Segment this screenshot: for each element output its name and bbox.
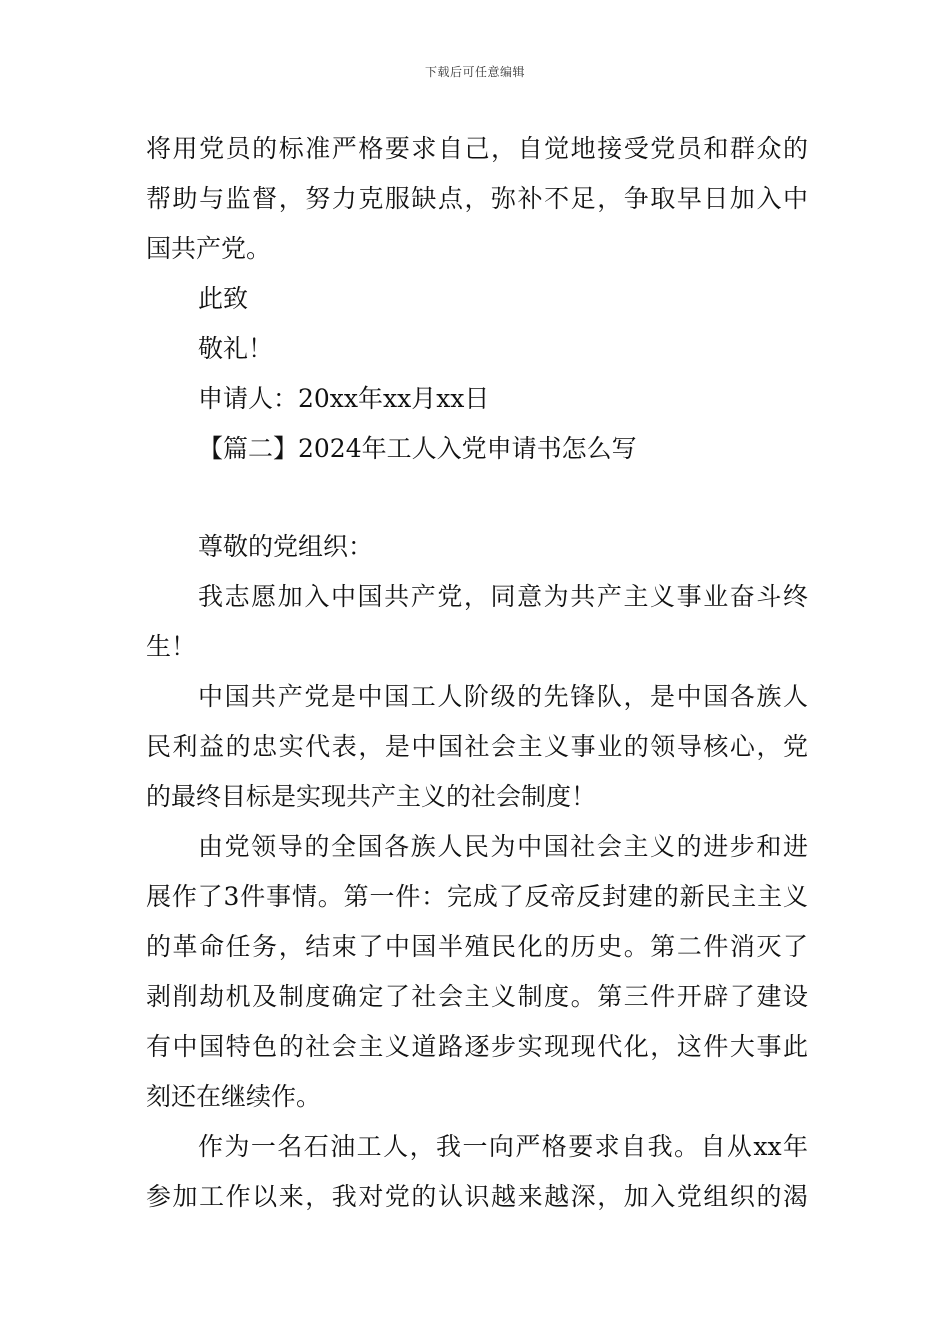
- paragraph-line: 的最终目标是实现共产主义的社会制度！: [146, 782, 597, 811]
- section-title: 【篇二】2024年工人入党申请书怎么写: [198, 434, 637, 463]
- paragraph-line: 中国共产党是中国工人阶级的先锋队，是中国各族人: [198, 682, 808, 711]
- paragraph-line: 生！: [146, 632, 197, 661]
- paragraph-line: 国共产党。: [146, 234, 272, 263]
- paragraph-line: 将用党员的标准严格要求自己，自觉地接受党员和群众的: [146, 134, 808, 163]
- salutation-line: 敬礼！: [198, 334, 274, 363]
- paragraph-line: 的革命任务，结束了中国半殖民化的历史。第二件消灭了: [146, 932, 808, 961]
- paragraph-line: 剥削劫机及制度确定了社会主义制度。第三件开辟了建设: [146, 982, 808, 1011]
- paragraph-line: 由党领导的全国各族人民为中国社会主义的进步和进: [198, 832, 808, 861]
- paragraph-line: 有中国特色的社会主义道路逐步实现现代化，这件大事此: [146, 1032, 808, 1061]
- paragraph-line: 展作了3件事情。第一件：完成了反帝反封建的新民主主义: [146, 882, 808, 911]
- page-header: 下载后可任意编辑: [424, 65, 525, 79]
- salutation-line: 此致: [198, 284, 249, 313]
- signature-line: 申请人：20xx年xx月xx日: [198, 384, 490, 413]
- paragraph-line: 民利益的忠实代表，是中国社会主义事业的领导核心，党: [146, 732, 808, 761]
- greeting-line: 尊敬的党组织：: [198, 532, 374, 561]
- paragraph-line: 作为一名石油工人，我一向严格要求自我。自从xx年: [198, 1132, 808, 1161]
- paragraph-line: 我志愿加入中国共产党，同意为共产主义事业奋斗终: [198, 582, 808, 611]
- paragraph-line: 参加工作以来，我对党的认识越来越深，加入党组织的渴: [146, 1182, 808, 1211]
- blank-spacer: [146, 474, 808, 522]
- paragraph-line: 刻还在继续作。: [146, 1082, 322, 1111]
- document-body: [146, 124, 808, 1222]
- paragraph-line: 帮助与监督，努力克服缺点，弥补不足，争取早日加入中: [146, 184, 808, 213]
